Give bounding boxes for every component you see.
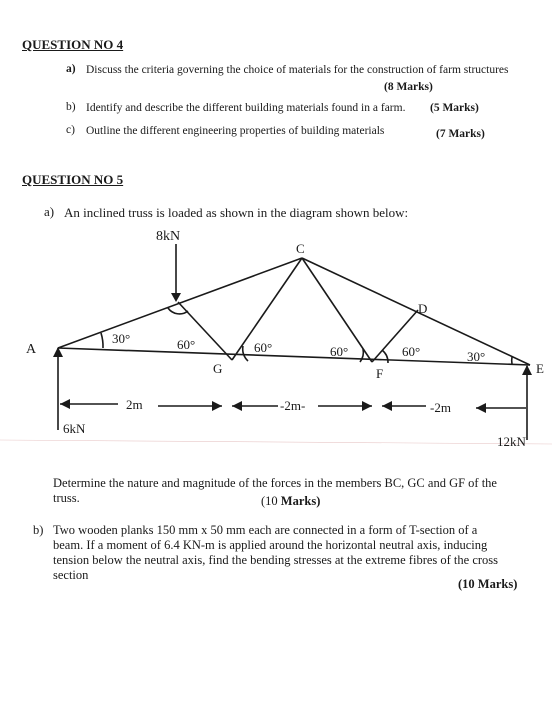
q4-c-label: c) [66, 124, 75, 136]
member-bottom-chord [58, 348, 530, 365]
node-a-label: A [26, 342, 37, 357]
dim-1-label: 2m [126, 397, 143, 412]
q5-b-marks: (10 Marks) [458, 577, 518, 591]
angle-arc-a [101, 333, 103, 348]
angle-arc-g [243, 346, 248, 361]
node-c-label: C [296, 241, 305, 256]
angle-g-right-label: 60° [254, 340, 273, 355]
angle-arc-f [360, 349, 363, 362]
q5-b-line1: Two wooden planks 150 mm x 50 mm each are connected in a form of T-section of a [53, 523, 478, 537]
q5-a-marks [261, 494, 320, 509]
q5-a-marks-word: Marks) [280, 494, 321, 508]
q4-a-marks: (8 Marks) [384, 81, 433, 93]
q4-a-text: Discuss the criteria governing the choice of materials for the construction of farm structures [86, 64, 509, 76]
question-4-heading: QUESTION NO 4 [22, 37, 124, 52]
reaction-left-label: 6kN [63, 421, 86, 436]
angle-b-label: 60° [177, 337, 196, 352]
q4-b-label: b) [66, 101, 76, 113]
q4-a-label: a) [66, 63, 76, 75]
angle-e-label: 30° [467, 349, 486, 364]
q5-b-line3: tension below the neutral axis, find the bending stresses at the extreme fibres of the cross [53, 553, 499, 567]
node-d-label: D [418, 301, 428, 316]
angle-f-right-label: 60° [402, 344, 421, 359]
q5-b-line4: section [53, 568, 89, 582]
q5-b-label: b) [33, 523, 44, 537]
node-g-label: G [213, 361, 223, 376]
q5-a-text: An inclined truss is loaded as shown in the diagram shown below: [64, 205, 409, 220]
angle-arc-f2 [382, 350, 388, 363]
q5-a-task-line1: Determine the nature and magnitude of the forces in the members BC, GC and GF of the [53, 476, 497, 490]
q4-b-marks: (5 Marks) [430, 102, 479, 114]
node-e-label: E [536, 361, 544, 376]
q5-a-marks-open: (10 [261, 494, 278, 508]
q5-a-label: a) [44, 204, 55, 219]
q5-b-line2: beam. If a moment of 6.4 KN-m is applied around the horizontal neutral axis, inducing [53, 538, 488, 552]
dim-2-label: -2m- [280, 398, 306, 413]
q4-c-text: Outline the different engineering properties of building materials [86, 125, 385, 137]
reaction-right-label: 12kN [497, 434, 526, 449]
q4-c-marks: (7 Marks) [436, 128, 485, 140]
node-f-label: F [376, 366, 384, 381]
q4-b-text: Identify and describe the different building materials found in a farm. [86, 102, 406, 114]
angle-f-left-label: 60° [330, 344, 349, 359]
q5-a-task-line2: truss. [53, 491, 80, 505]
question-5-heading: QUESTION NO 5 [22, 172, 124, 187]
dim-3-label: -2m [430, 400, 451, 415]
angle-a-label: 30° [112, 331, 131, 346]
load-label: 8kN [156, 229, 181, 244]
